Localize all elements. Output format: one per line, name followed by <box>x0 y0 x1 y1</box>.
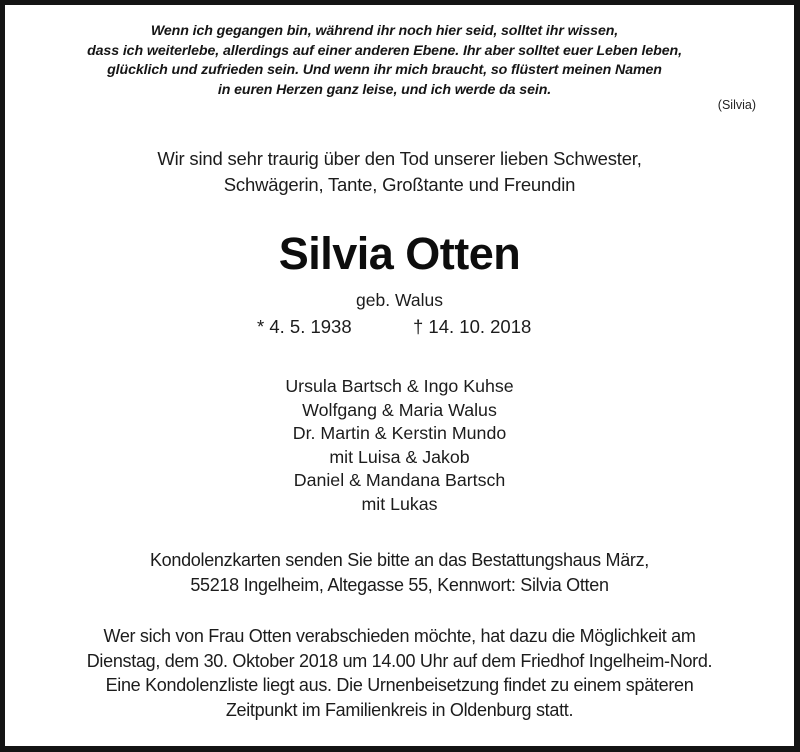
death-date: † 14. 10. 2018 <box>413 316 532 337</box>
intro-text <box>5 146 794 198</box>
poem-line: in euren Herzen ganz leise, und ich werde da sein. <box>217 81 552 98</box>
farewell-line: Eine Kondolenzliste liegt aus. Die Urnenbeisetzung findet zu einem späteren <box>105 675 694 695</box>
mourner-entry: mit Lukas <box>361 493 438 514</box>
poem-line: glücklich und zufrieden sein. Und wenn ihr mich braucht, so flüstert meinen Namen <box>107 62 662 78</box>
farewell-line: Dienstag, dem 30. Oktober 2018 um 14.00 Uhr auf dem Friedhof Ingelheim-Nord. <box>86 650 713 671</box>
mourner-entry: Dr. Martin & Kerstin Mundo <box>292 423 507 443</box>
poem-line: Wenn ich gegangen bin, während ihr noch hier seid, solltet ihr wissen, <box>150 23 619 39</box>
mourners-list <box>5 375 794 516</box>
mourner-entry: Wolfgang & Maria Walus <box>302 399 497 420</box>
birth-date: * 4. 5. 1938 <box>257 316 352 337</box>
condolence-line: 55218 Ingelheim, Altegasse 55, Kennwort: Silvia Otten <box>190 575 609 595</box>
condolence-info <box>5 548 794 598</box>
mourner-entry: mit Luisa & Jakob <box>329 446 470 467</box>
intro-line: Wir sind sehr traurig über den Tod unserer lieben Schwester, <box>157 148 642 169</box>
farewell-line: Zeitpunkt im Familienkreis in Oldenburg statt. <box>225 699 574 720</box>
poem-line: dass ich weiterlebe, allerdings auf einer anderen Ebene. Ihr aber solltet euer Leben leben, <box>87 42 682 59</box>
condolence-line: Kondolenzkarten senden Sie bitte an das Bestattungshaus März, <box>149 550 650 570</box>
farewell-info <box>5 624 794 722</box>
mourner-entry: Daniel & Mandana Bartsch <box>293 470 506 490</box>
intro-line: Schwägerin, Tante, Großtante und Freundin <box>223 174 576 195</box>
birth-name: geb. Walus <box>356 290 443 310</box>
deceased-name: Silvia Otten <box>278 228 521 279</box>
poem-signature: (Silvia) <box>717 98 756 112</box>
memorial-poem <box>5 22 794 100</box>
mourner-entry: Ursula Bartsch & Ingo Kuhse <box>285 376 514 396</box>
farewell-line: Wer sich von Frau Otten verabschieden möchte, hat dazu die Möglichkeit am <box>103 626 696 646</box>
